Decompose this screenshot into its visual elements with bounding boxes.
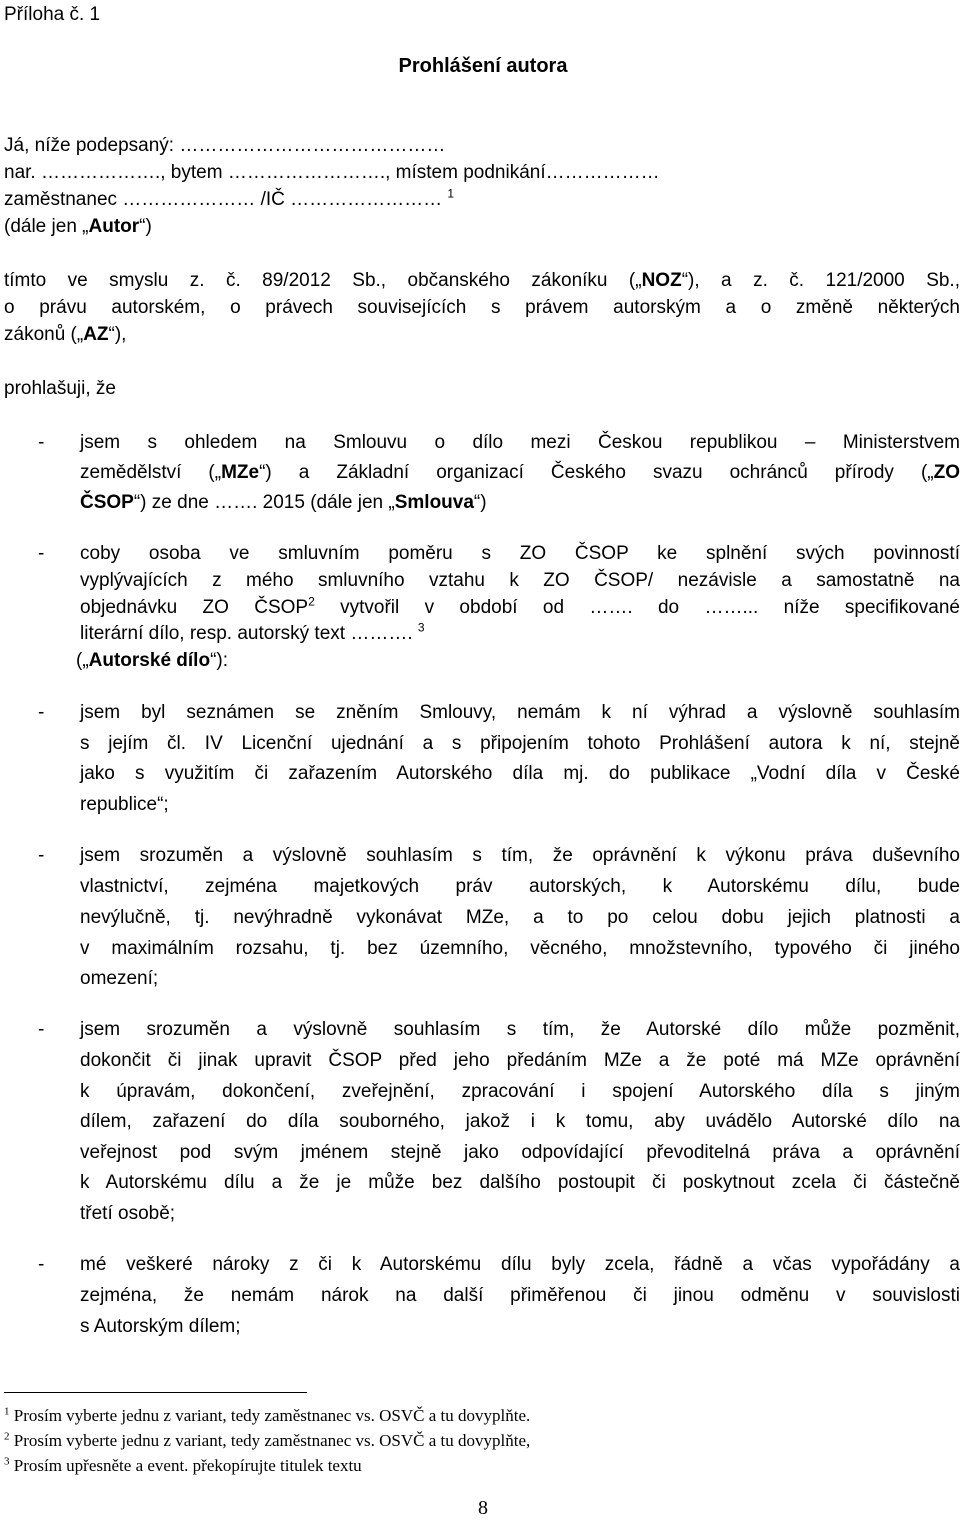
footnote-ref-3: 3 [417, 620, 425, 635]
intro-line-3: zaměstnanec ………………… /IČ …………………… $^1$ [4, 186, 455, 210]
item5-line-1: jsem srozumĕn a výslovně souhlasím s tím, že Autorské dílo může pozměnit, [80, 1019, 960, 1040]
item6-line-3: s Autorským dílem; [80, 1316, 241, 1337]
bullet-dash: - [38, 845, 45, 866]
footnote-ref-2: 2 [308, 594, 315, 609]
item4-line-1: jsem srozumĕn a výslovně souhlasím s tím, že oprávnění k výkonu práva duševního [80, 845, 960, 866]
bullet-dash: - [38, 543, 45, 564]
item4-line-4: v maximálním rozsahu, tj. bez územního, věcného, množstevního, typového či jiného [80, 938, 960, 959]
item5-line-3: k úpravám, dokončení, zveřejnění, zpracování i spojení Autorského díla s jiným [80, 1081, 960, 1102]
item2-line-3: objednávku ZO ČSOP$^2$ vytvořil v období od ……. do ……... níže specifikované [80, 594, 960, 618]
footnote-2: $^2$ Prosím vyberte jednu z variant, tedy zaměstnanec vs. OSVČ a tu dovyplňte, [4, 1430, 531, 1450]
intro-line-4: (dále jen „Autor“) [4, 216, 152, 237]
item6-line-2: zejména, že nemám nárok na další přiměřenou či jinou odměnu v souvislosti [80, 1285, 960, 1306]
item2-line-2: vyplývajících z mého smluvního vztahu k ZO ČSOP/ nezávisle a samostatně na [80, 570, 960, 591]
document-title: Prohlášení autora [398, 55, 568, 77]
item2-line-5: („Autorské dílo“): [76, 650, 228, 671]
law-line-1: tímto ve smyslu z. č. 89/2012 Sb., občanského zákoníku („NOZ“), a z. č. 121/2000 Sb., [4, 270, 960, 291]
intro-line-1: Já, níže podepsaný: …………………………………… [4, 135, 446, 156]
declare-heading: prohlašuji, že [4, 378, 116, 399]
item2-line-1: coby osoba ve smluvním poměru s ZO ČSOP ke splnění svých povinností [80, 543, 960, 564]
item3-line-1: jsem byl seznámen se zněním Smlouvy, nemám k ní výhrad a výslovně souhlasím [80, 702, 960, 723]
item2-line-4: literární dílo, resp. autorský text ………. $^3$ [80, 620, 425, 644]
footnote-1: $^1$ Prosím vyberte jednu z variant, tedy zaměstnanec vs. OSVČ a tu dovyplňte. [4, 1405, 531, 1425]
bullet-dash: - [38, 1254, 45, 1275]
item1-line-3: ČSOP“) ze dne ……. 2015 (dále jen „Smlouva“) [80, 492, 487, 513]
item5-line-2: dokončit či jinak upravit ČSOP před jeho předáním MZe a že poté má MZe oprávnění [80, 1050, 960, 1071]
bullet-dash: - [38, 1019, 45, 1040]
footnote-ref-1: 1 [447, 186, 455, 201]
law-line-2: o právu autorském, o právech souvisejících s právem autorským a o změně některých [4, 297, 960, 318]
item4-line-5: omezení; [80, 968, 159, 989]
item5-line-7: třetí osobě; [80, 1203, 176, 1224]
footnote-divider [4, 1392, 307, 1393]
bullet-dash: - [38, 702, 45, 723]
item3-line-4: republice“; [80, 794, 169, 815]
item4-line-2: vlastnictví, zejména majetkových práv autorských, k Autorskému dílu, bude [80, 876, 960, 897]
item3-line-3: jako s využitím či zařazením Autorského díla mj. do publikace „Vodní díla v České [80, 763, 960, 784]
intro-line-2: nar. ………………., bytem ……………………., místem podnikání……………… [4, 162, 660, 183]
item5-line-4: dílem, zařazení do díla souborného, jakož i k tomu, aby uvádělo Autorské dílo na [80, 1111, 960, 1132]
bullet-dash: - [38, 432, 45, 453]
item3-line-2: s jejím čl. IV Licenční ujednání a s připojením tohoto Prohlášení autora k ní, stejně [80, 733, 960, 754]
page-number: 8 [478, 1497, 488, 1519]
item5-line-5: veřejnost pod svým jménem stejně jako odpovídající převoditelná práva a oprávnění [80, 1142, 960, 1163]
item1-line-2: zemědělství („MZe“) a Základní organizací Českého svazu ochránců přírody („ZO [80, 462, 960, 483]
annex-label: Příloha č. 1 [4, 4, 101, 25]
item1-line-1: jsem s ohledem na Smlouvu o dílo mezi Českou republikou – Ministerstvem [80, 432, 960, 453]
footnote-3: $^3$ Prosím upřesněte a event. překopírujte titulek textu [4, 1455, 362, 1475]
item4-line-3: nevýlučně, tj. nevýhradně vykonávat MZe, a to po celou dobu jejich platnosti a [80, 907, 960, 928]
item6-line-1: mé veškeré nároky z či k Autorskému dílu byly zcela, řádně a včas vypořádány a [80, 1254, 960, 1275]
item5-line-6: k Autorskému dílu a že je může bez dalšího postoupit či poskytnout zcela či částečně [80, 1172, 960, 1193]
law-line-3: zákonů („AZ“), [4, 324, 127, 345]
